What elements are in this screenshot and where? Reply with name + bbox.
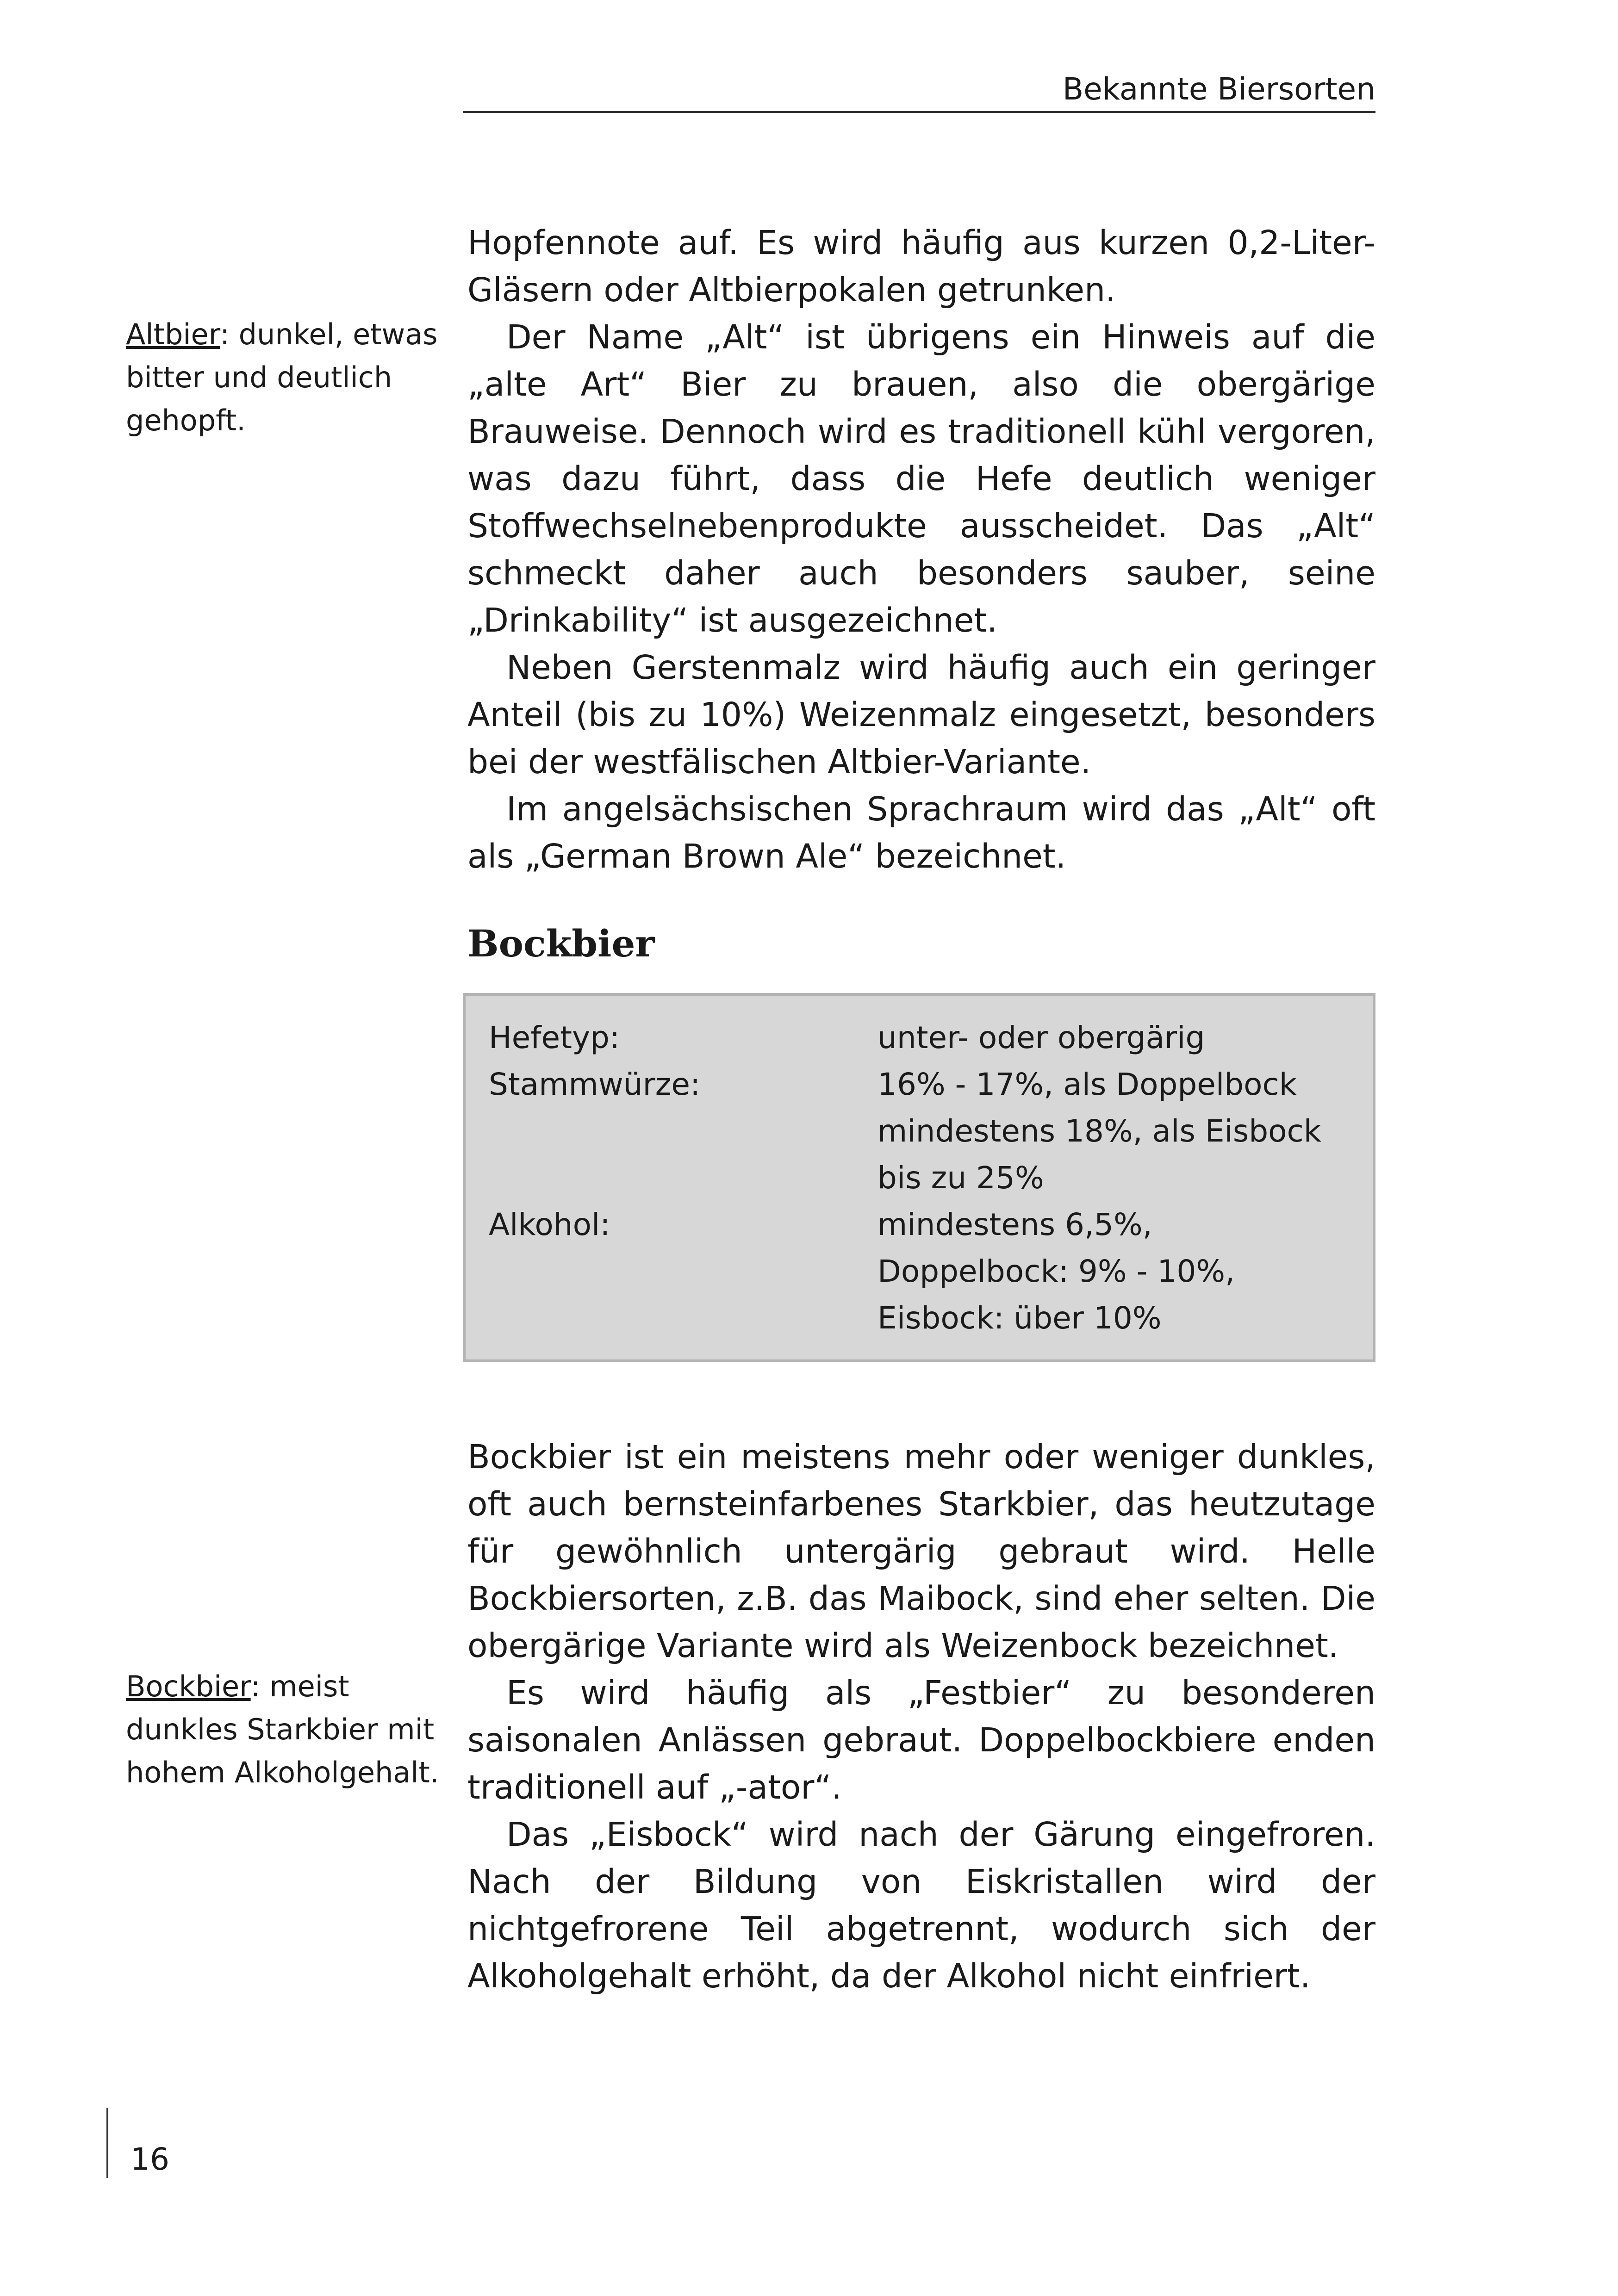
info-row-stammwuerze	[489, 1061, 1350, 1201]
sidenote-text: : meist dunkles Starkbier mit hohem Alkoholgehalt.	[126, 1669, 439, 1789]
paragraph: Im angelsächsischen Sprachraum wird das „Alt“ oft als „German Brown Ale“ bezeichnet.	[467, 790, 1375, 875]
info-value: mindestens 6,5%, Doppelbock: 9% - 10%, Eisbock: über 10%	[877, 1207, 1235, 1336]
bockbier-text	[467, 1433, 1375, 2000]
sidenote-bockbier	[126, 1665, 441, 1794]
info-row-alkohol	[489, 1201, 1350, 1341]
sidenote-term: Altbier	[126, 317, 220, 351]
page-number-rule	[106, 2108, 108, 2178]
page-number: 16	[131, 2141, 169, 2177]
info-value: 16% - 17%, als Doppelbock mindestens 18%, als Eisbock bis zu 25%	[877, 1067, 1322, 1196]
running-header: Bekannte Biersorten	[1062, 71, 1375, 107]
sidenote-altbier	[126, 313, 441, 442]
altbier-text	[467, 219, 1375, 880]
paragraph: Das „Eisbock“ wird nach der Gärung eingefroren. Nach der Bildung von Eiskristallen wird der nichtgefrorene Teil abgetrennt, wodurch sich der Alkoholgehalt erhöht, da der Alkohol nicht einfriert.	[467, 1815, 1375, 1995]
info-label: Stammwürze:	[489, 1067, 701, 1102]
info-value: unter- oder obergärig	[877, 1020, 1205, 1055]
paragraph: Bockbier ist ein meistens mehr oder weniger dunkles, oft auch bernsteinfarbenes Starkbier, das heutzutage für gewöhnlich untergärig gebraut wird. Helle Bockbiersorten, z.B. das Maibock, sind eher selten. Die obergärige Variante wird als Weizenbock bezeichnet.	[467, 1438, 1375, 1665]
paragraph: Der Name „Alt“ ist übrigens ein Hinweis auf die „alte Art“ Bier zu brauen, also die obergärige Brauweise. Dennoch wird es traditionell kühl vergoren, was dazu führt, dass die Hefe deutlich weniger Stoffwechselnebenprodukte ausscheidet. Das „Alt“ schmeckt daher auch besonders sauber, seine „Drinkability“ ist ausgezeichnet.	[467, 318, 1375, 639]
info-label: Alkohol:	[489, 1207, 610, 1242]
paragraph: Neben Gerstenmalz wird häufig auch ein geringer Anteil (bis zu 10%) Weizenmalz eingesetzt, besonders bei der westfälischen Altbier-Variante.	[467, 648, 1375, 781]
paragraph: Hopfennote auf. Es wird häufig aus kurzen 0,2-Liter-Gläsern oder Altbierpokalen getrunken.	[467, 223, 1375, 309]
section-heading-bockbier: Bockbier	[467, 922, 655, 965]
sidenote-text: : dunkel, etwas bitter und deutlich gehopft.	[126, 317, 438, 437]
bockbier-infobox	[463, 993, 1375, 1362]
info-label: Hefetyp:	[489, 1020, 620, 1055]
paragraph: Es wird häufig als „Festbier“ zu besonderen saisonalen Anlässen gebraut. Doppelbockbiere enden traditionell auf „-ator“.	[467, 1674, 1375, 1806]
header-rule	[463, 111, 1375, 113]
info-row-hefetyp	[489, 1014, 1350, 1061]
sidenote-term: Bockbier	[126, 1669, 251, 1703]
